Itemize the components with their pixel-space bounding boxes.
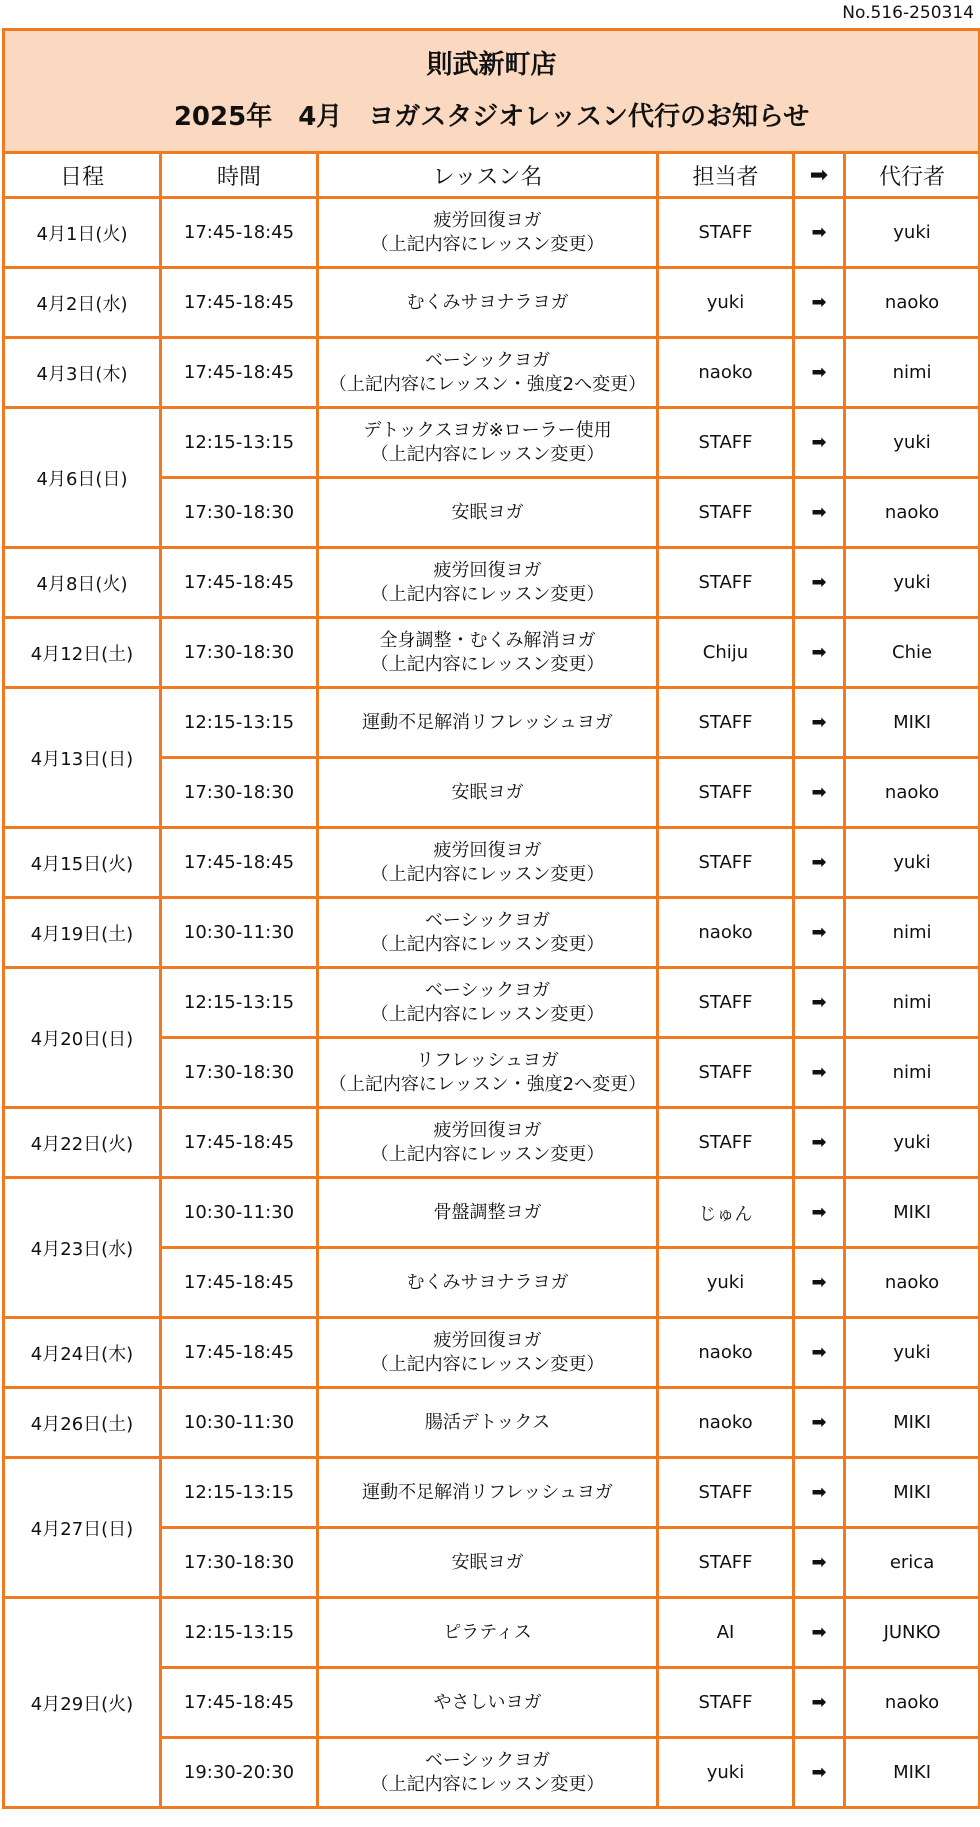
- date-cell: 4月13日(日): [4, 688, 161, 828]
- instructor-cell: yuki: [658, 268, 794, 338]
- time-cell: 17:45-18:45: [161, 1668, 318, 1738]
- substitute-cell: erica: [845, 1528, 980, 1598]
- time-cell: 12:15-13:15: [161, 1598, 318, 1668]
- table-row: [4, 828, 980, 898]
- table-row: [4, 1318, 980, 1388]
- arrow-icon: ➡: [794, 1598, 845, 1668]
- substitute-cell: MIKI: [845, 1178, 980, 1248]
- lesson-cell: [318, 1738, 658, 1808]
- substitute-cell: naoko: [845, 268, 980, 338]
- lesson-note: （上記内容にレッスン変更）: [370, 583, 605, 605]
- header-date: 日程: [4, 153, 161, 198]
- instructor-cell: STAFF: [658, 1458, 794, 1528]
- header-substitute: 代行者: [845, 153, 980, 198]
- arrow-icon: ➡: [794, 1738, 845, 1808]
- lesson-name: 疲労回復ヨガ: [433, 559, 542, 581]
- lesson-cell: [318, 1178, 658, 1248]
- lesson-cell: [318, 198, 658, 268]
- date-cell: 4月3日(木): [4, 338, 161, 408]
- lesson-name: リフレッシュヨガ: [416, 1049, 559, 1071]
- lesson-cell: [318, 898, 658, 968]
- arrow-icon: ➡: [794, 1108, 845, 1178]
- instructor-cell: STAFF: [658, 1038, 794, 1108]
- arrow-icon: ➡: [794, 688, 845, 758]
- lesson-name: 全身調整・むくみ解消ヨガ: [379, 629, 596, 651]
- date-cell: 4月8日(火): [4, 548, 161, 618]
- table-row: [4, 1458, 980, 1528]
- arrow-icon: ➡: [794, 1458, 845, 1528]
- header-time: 時間: [161, 153, 318, 198]
- time-cell: 17:45-18:45: [161, 548, 318, 618]
- substitute-cell: naoko: [845, 1668, 980, 1738]
- substitute-cell: yuki: [845, 828, 980, 898]
- instructor-cell: STAFF: [658, 828, 794, 898]
- lesson-cell: [318, 408, 658, 478]
- lesson-note: （上記内容にレッスン変更）: [370, 443, 605, 465]
- lesson-cell: [318, 968, 658, 1038]
- time-cell: 19:30-20:30: [161, 1738, 318, 1808]
- time-cell: 17:45-18:45: [161, 1318, 318, 1388]
- lesson-cell: [318, 1598, 658, 1668]
- substitute-cell: naoko: [845, 1248, 980, 1318]
- arrow-icon: ➡: [794, 338, 845, 408]
- arrow-icon: ➡: [794, 1038, 845, 1108]
- arrow-icon: ➡: [794, 828, 845, 898]
- time-cell: 17:45-18:45: [161, 338, 318, 408]
- lesson-name: 腸活デトックス: [424, 1411, 551, 1433]
- lesson-cell: [318, 338, 658, 408]
- time-cell: 17:30-18:30: [161, 1038, 318, 1108]
- lesson-name: 骨盤調整ヨガ: [433, 1201, 542, 1223]
- time-cell: 17:45-18:45: [161, 268, 318, 338]
- arrow-icon: ➡: [794, 198, 845, 268]
- table-row: [4, 408, 980, 478]
- instructor-cell: STAFF: [658, 548, 794, 618]
- instructor-cell: STAFF: [658, 1668, 794, 1738]
- lesson-name: ピラティス: [443, 1621, 532, 1643]
- date-cell: 4月29日(火): [4, 1598, 161, 1808]
- substitute-schedule-table: [2, 28, 980, 1809]
- substitute-cell: yuki: [845, 1318, 980, 1388]
- substitute-cell: Chie: [845, 618, 980, 688]
- lesson-name: ベーシックヨガ: [424, 349, 551, 371]
- time-cell: 12:15-13:15: [161, 408, 318, 478]
- arrow-icon: ➡: [794, 1178, 845, 1248]
- lesson-cell: [318, 618, 658, 688]
- lesson-cell: [318, 758, 658, 828]
- time-cell: 17:45-18:45: [161, 828, 318, 898]
- time-cell: 17:45-18:45: [161, 198, 318, 268]
- substitute-cell: yuki: [845, 1108, 980, 1178]
- lesson-note: （上記内容にレッスン・強度2へ変更）: [328, 1073, 647, 1095]
- title-block: [4, 30, 980, 153]
- lesson-note: （上記内容にレッスン・強度2へ変更）: [328, 373, 647, 395]
- arrow-icon: ➡: [794, 1318, 845, 1388]
- date-cell: 4月12日(土): [4, 618, 161, 688]
- lesson-cell: [318, 828, 658, 898]
- time-cell: 17:30-18:30: [161, 618, 318, 688]
- date-cell: 4月2日(水): [4, 268, 161, 338]
- table-row: [4, 548, 980, 618]
- table-row: [4, 198, 980, 268]
- time-cell: 17:45-18:45: [161, 1108, 318, 1178]
- lesson-name: 疲労回復ヨガ: [433, 1329, 542, 1351]
- arrow-icon: ➡: [794, 1388, 845, 1458]
- instructor-cell: STAFF: [658, 408, 794, 478]
- header-lesson: レッスン名: [318, 153, 658, 198]
- lesson-name: むくみサヨナラヨガ: [406, 1271, 569, 1293]
- table-row: [4, 968, 980, 1038]
- lesson-name: むくみサヨナラヨガ: [406, 291, 569, 313]
- time-cell: 17:30-18:30: [161, 1528, 318, 1598]
- time-cell: 10:30-11:30: [161, 898, 318, 968]
- date-cell: 4月19日(土): [4, 898, 161, 968]
- schedule-body: [4, 198, 980, 1808]
- date-cell: 4月20日(日): [4, 968, 161, 1108]
- arrow-icon: ➡: [794, 1668, 845, 1738]
- date-cell: 4月27日(日): [4, 1458, 161, 1598]
- substitute-cell: yuki: [845, 408, 980, 478]
- time-cell: 17:45-18:45: [161, 1248, 318, 1318]
- lesson-note: （上記内容にレッスン変更）: [370, 653, 605, 675]
- arrow-icon: ➡: [794, 618, 845, 688]
- date-cell: 4月1日(火): [4, 198, 161, 268]
- lesson-name: 安眠ヨガ: [451, 501, 524, 523]
- store-name: 則武新町店: [426, 50, 557, 80]
- table-row: [4, 1388, 980, 1458]
- instructor-cell: naoko: [658, 1318, 794, 1388]
- instructor-cell: STAFF: [658, 478, 794, 548]
- arrow-icon: ➡: [794, 968, 845, 1038]
- lesson-cell: [318, 478, 658, 548]
- lesson-cell: [318, 548, 658, 618]
- lesson-cell: [318, 268, 658, 338]
- instructor-cell: AI: [658, 1598, 794, 1668]
- instructor-cell: STAFF: [658, 968, 794, 1038]
- date-cell: 4月22日(火): [4, 1108, 161, 1178]
- lesson-cell: [318, 1528, 658, 1598]
- table-row: [4, 268, 980, 338]
- instructor-cell: yuki: [658, 1738, 794, 1808]
- substitute-cell: nimi: [845, 1038, 980, 1108]
- time-cell: 12:15-13:15: [161, 1458, 318, 1528]
- substitute-cell: MIKI: [845, 1738, 980, 1808]
- lesson-name: 疲労回復ヨガ: [433, 839, 542, 861]
- time-cell: 10:30-11:30: [161, 1388, 318, 1458]
- instructor-cell: naoko: [658, 898, 794, 968]
- instructor-cell: yuki: [658, 1248, 794, 1318]
- lesson-cell: [318, 1388, 658, 1458]
- arrow-icon: ➡: [794, 408, 845, 478]
- arrow-icon: ➡: [794, 1528, 845, 1598]
- table-row: [4, 688, 980, 758]
- date-cell: 4月26日(土): [4, 1388, 161, 1458]
- lesson-note: （上記内容にレッスン変更）: [370, 1773, 605, 1795]
- substitute-cell: naoko: [845, 758, 980, 828]
- lesson-cell: [318, 1668, 658, 1738]
- header-instructor: 担当者: [658, 153, 794, 198]
- arrow-icon: ➡: [794, 898, 845, 968]
- lesson-name: ベーシックヨガ: [424, 1749, 551, 1771]
- lesson-name: 安眠ヨガ: [451, 1551, 524, 1573]
- substitute-cell: nimi: [845, 338, 980, 408]
- lesson-note: （上記内容にレッスン変更）: [370, 1353, 605, 1375]
- instructor-cell: naoko: [658, 338, 794, 408]
- table-row: [4, 618, 980, 688]
- lesson-cell: [318, 1248, 658, 1318]
- time-cell: 17:30-18:30: [161, 758, 318, 828]
- substitute-cell: MIKI: [845, 1388, 980, 1458]
- lesson-name: 安眠ヨガ: [451, 781, 524, 803]
- substitute-cell: MIKI: [845, 1458, 980, 1528]
- instructor-cell: naoko: [658, 1388, 794, 1458]
- lesson-note: （上記内容にレッスン変更）: [370, 1143, 605, 1165]
- time-cell: 12:15-13:15: [161, 688, 318, 758]
- lesson-cell: [318, 1458, 658, 1528]
- arrow-icon: ➡: [794, 548, 845, 618]
- lesson-note: （上記内容にレッスン変更）: [370, 863, 605, 885]
- table-row: [4, 1178, 980, 1248]
- table-row: [4, 898, 980, 968]
- instructor-cell: STAFF: [658, 198, 794, 268]
- substitute-cell: nimi: [845, 898, 980, 968]
- arrow-icon: ➡: [794, 1248, 845, 1318]
- arrow-icon: ➡: [794, 268, 845, 338]
- lesson-note: （上記内容にレッスン変更）: [370, 1003, 605, 1025]
- substitute-cell: naoko: [845, 478, 980, 548]
- instructor-cell: STAFF: [658, 1528, 794, 1598]
- substitute-cell: MIKI: [845, 688, 980, 758]
- substitute-cell: nimi: [845, 968, 980, 1038]
- header-row: [4, 153, 980, 198]
- lesson-name: 運動不足解消リフレッシュヨガ: [362, 711, 613, 733]
- instructor-cell: STAFF: [658, 758, 794, 828]
- lesson-name: 疲労回復ヨガ: [433, 1119, 542, 1141]
- lesson-name: デトックスヨガ※ローラー使用: [363, 419, 612, 441]
- date-cell: 4月24日(木): [4, 1318, 161, 1388]
- notice-title: 2025年 4月 ヨガスタジオレッスン代行のお知らせ: [173, 102, 810, 132]
- time-cell: 17:30-18:30: [161, 478, 318, 548]
- lesson-name: ベーシックヨガ: [424, 979, 551, 1001]
- instructor-cell: STAFF: [658, 1108, 794, 1178]
- date-cell: 4月15日(火): [4, 828, 161, 898]
- substitute-cell: yuki: [845, 548, 980, 618]
- lesson-cell: [318, 1318, 658, 1388]
- arrow-icon: ➡: [794, 758, 845, 828]
- lesson-note: （上記内容にレッスン変更）: [370, 933, 605, 955]
- instructor-cell: STAFF: [658, 688, 794, 758]
- instructor-cell: じゅん: [658, 1178, 794, 1248]
- lesson-cell: [318, 688, 658, 758]
- substitute-cell: yuki: [845, 198, 980, 268]
- table-row: [4, 1598, 980, 1668]
- table-row: [4, 1108, 980, 1178]
- date-cell: 4月23日(水): [4, 1178, 161, 1318]
- date-cell: 4月6日(日): [4, 408, 161, 548]
- lesson-name: やさしいヨガ: [433, 1691, 542, 1713]
- table-row: [4, 338, 980, 408]
- lesson-name: ベーシックヨガ: [424, 909, 551, 931]
- arrow-icon: ➡: [794, 153, 845, 198]
- lesson-note: （上記内容にレッスン変更）: [370, 233, 605, 255]
- instructor-cell: Chiju: [658, 618, 794, 688]
- lesson-name: 運動不足解消リフレッシュヨガ: [362, 1481, 613, 1503]
- time-cell: 12:15-13:15: [161, 968, 318, 1038]
- arrow-icon: ➡: [794, 478, 845, 548]
- lesson-cell: [318, 1108, 658, 1178]
- time-cell: 10:30-11:30: [161, 1178, 318, 1248]
- substitute-cell: JUNKO: [845, 1598, 980, 1668]
- document-number: No.516-250314: [842, 3, 974, 23]
- lesson-name: 疲労回復ヨガ: [433, 209, 542, 231]
- lesson-cell: [318, 1038, 658, 1108]
